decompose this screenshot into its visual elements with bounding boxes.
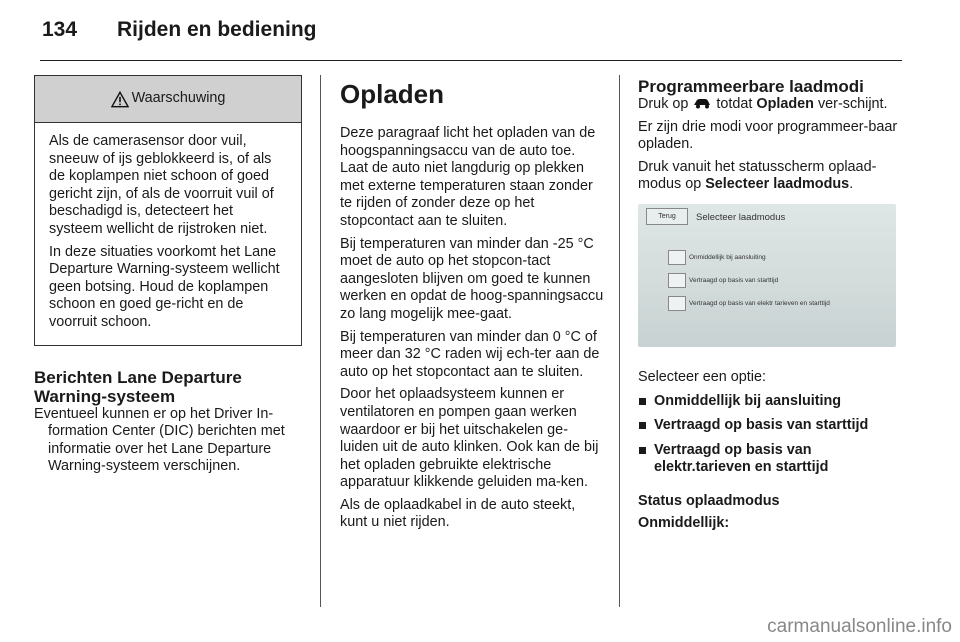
page-header-title: Rijden en bediening [117,18,317,41]
programmable-paragraph-3 [638,159,902,194]
screen-option-checkbox[interactable] [668,273,686,288]
screen-back-button[interactable]: Terug [646,208,688,225]
charging-paragraph: Bij temperaturen van minder dan 0 °C of meer dan 32 °C raden wij ech-ter aan de auto op het stopcontact aan te sluiten. [340,328,600,380]
list-item [638,417,902,435]
bullet-square-icon [639,398,646,405]
page-number: 134 [42,18,78,41]
column-middle [340,75,604,537]
car-icon [692,97,712,109]
list-item-label: Vertraagd op basis van starttijd [654,417,869,434]
programmable-heading: Programmeerbare laadmodi [638,77,864,96]
column-left [34,75,304,481]
header-rule [40,60,902,61]
bullet-square-icon [639,422,646,429]
status-heading: Status oplaadmodus [638,492,780,509]
bullet-square-icon [639,447,646,454]
warning-triangle-icon [111,91,129,108]
screen-option-label: Onmiddellijk bij aansluiting [689,253,766,261]
charge-mode-screen [638,204,896,347]
list-item [638,393,902,411]
charging-paragraph: Deze paragraaf licht het opladen van de hoogspanningsaccu van de auto toe. Laat de auto niet langdurig op plekken met externe temperaturen staan zonder te rijden of zonder deze op het stopcontact aan te sluiten. [340,125,596,229]
warning-header [35,76,301,123]
status-subheading: Onmiddellijk: [638,514,730,531]
p3-before: Druk vanuit het statusscherm oplaad-modus op [638,158,877,193]
warning-title: Waarschuwing [131,90,226,107]
warning-paragraph: In deze situaties voorkomt het Lane Departure Warning-systeem wellicht geen botsing. Houd de koplampen schoon en goed ge-richt en de voorruit schoon. [49,243,280,330]
warning-box [34,75,302,346]
p3-after: . [849,176,854,193]
programmable-paragraph-1 [638,96,902,114]
charging-paragraph: Als de oplaadkabel in de auto steekt, kunt u niet rijden. [340,496,576,531]
p3-bold: Selecteer laadmodus [705,176,850,193]
warning-body [35,123,301,345]
programmable-paragraph-2: Er zijn drie modi voor programmeer-baar opladen. [638,118,898,153]
list-item-label: Onmiddellijk bij aansluiting [654,392,842,409]
screen-option[interactable] [668,295,830,313]
column-right [638,75,902,532]
screen-option[interactable] [668,249,766,267]
charging-heading: Opladen [340,79,445,109]
screen-option-checkbox[interactable] [668,250,686,265]
column-divider-2 [619,75,620,607]
screen-option-checkbox[interactable] [668,296,686,311]
screen-option-label: Vertraagd op basis van starttijd [689,276,779,284]
charging-paragraph: Bij temperaturen van minder dan -25 °C moet de auto op het stopcon-tact aangesloten blijven om goed te kunnen werken en opdat de hoog-spanningsaccu zo lang mogelijk mee-gaat. [340,235,604,322]
list-item-label: Vertraagd op basis van elektr.tarieven en starttijd [654,441,829,476]
screen-option[interactable] [668,272,778,290]
charging-paragraph: Door het oplaadsysteem kunnen er ventilatoren en pompen gaan werken waardoor er bij het uitschakelen ge-luiden uit de auto klinken. Ook kan de bij het opladen gebruikte elektrische apparatuur klikkende geluiden ma-ken. [340,386,599,491]
list-item [638,442,902,477]
column-divider-1 [320,75,321,607]
p1-middle: totdat [712,96,757,112]
warning-paragraph: Als de camerasensor door vuil, sneeuw of ijs geblokkeerd is, of als de koplampen niet schoon of goed gericht zijn, of als de voorruit vuil of beschadigd is, detecteert het systeem wellicht de rijstroken niet. [49,133,274,237]
ldw-messages-text: Eventueel kunnen er op het Driver In-formation Center (DIC) berichten met informatie over het Lane Departure Warning-systeem verschijnen. [34,405,285,475]
p1-bold: Opladen [756,96,814,112]
p1-before: Druk op [638,96,693,112]
ldw-messages-heading: Berichten Lane Departure Warning-systeem [34,367,242,406]
p1-after: ver-schijnt. [813,96,888,112]
select-prompt: Selecteer een optie: [638,368,767,385]
screen-option-label: Vertraagd op basis van elektr tarieven en starttijd [689,299,830,307]
watermark: carmanualsonline.info [767,616,952,637]
charge-mode-list [638,393,902,477]
screen-title: Selecteer laadmodus [696,211,786,223]
